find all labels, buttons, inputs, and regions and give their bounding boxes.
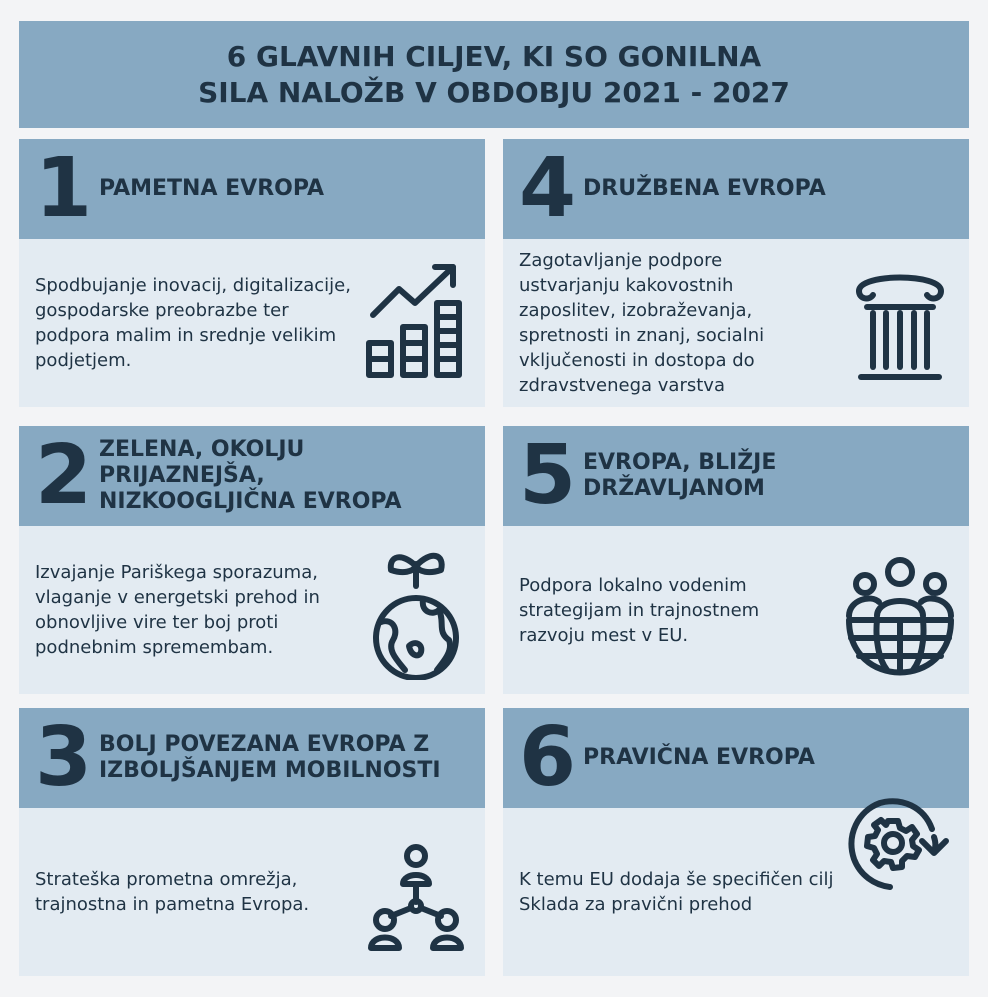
goal-number: 5 [519,428,577,523]
goal-card-header [19,708,485,808]
goal-number: 1 [35,141,93,236]
goal-title: PRAVIČNA EVROPA [583,745,815,770]
goal-card-2 [19,426,485,694]
goal-description: Strateška prometna omrežja, trajnostna in pametna Evropa. [35,869,310,915]
gear-cycle-icon [846,793,952,893]
goal-card-header [19,426,485,526]
goal-card-3 [19,708,485,976]
goal-card-body [19,239,485,407]
goal-card-body [19,526,485,694]
goal-number: 6 [519,710,577,805]
goal-title: PAMETNA EVROPA [99,176,324,201]
goal-description: Spodbujanje inovacij, digitalizacije, gospodarske preobrazbe ter podpora malim in srednje velikim podjetjem. [35,275,351,371]
goal-title: ZELENA, OKOLJU PRIJAZNEJŠA, NIZKOOGLJIČNA EVROPA [99,437,402,514]
goal-card-4 [503,139,969,407]
goal-card-header [503,426,969,526]
goal-card-1 [19,139,485,407]
goal-card-header [503,139,969,239]
growth-chart-icon [361,253,471,393]
goal-title: EVROPA, BLIŽJE DRŽAVLJANOM [583,450,777,501]
globe-sprout-icon [361,540,471,680]
goal-card-body [19,808,485,976]
goal-title: DRUŽBENA EVROPA [583,176,826,201]
goal-description: Izvajanje Pariškega sporazuma, vlaganje v energetski prehod in obnovljive vire ter boj proti podnebnim spremembam. [35,562,320,658]
goal-description: Podpora lokalno vodenim strategijam in trajnostnem razvoju mest v EU. [519,574,760,646]
column-pillar-icon [845,253,955,393]
people-network-icon [361,822,471,962]
goal-title: BOLJ POVEZANA EVROPA Z IZBOLJŠANJEM MOBILNOSTI [99,732,441,783]
goal-card-header [19,139,485,239]
page-header [19,21,969,128]
people-globe-icon [845,540,955,680]
goal-number: 3 [35,710,93,805]
goal-description: Zagotavljanje podpore ustvarjanju kakovostnih zaposlitev, izobraževanja, spretnosti in znanj, socialni vključenosti in dostopa do zdravstvenega varstva [519,250,765,396]
goal-number: 2 [35,428,93,523]
goal-description: K temu EU dodaja še specifičen cilj Sklada za pravični prehod [519,869,834,915]
goal-card-body [503,526,969,694]
page-title: 6 GLAVNIH CILJEV, KI SO GONILNA SILA NALOŽB V OBDOBJU 2021 - 2027 [198,39,790,109]
goal-number: 4 [519,141,577,236]
goal-card-5 [503,426,969,694]
goal-card-body [503,239,969,407]
